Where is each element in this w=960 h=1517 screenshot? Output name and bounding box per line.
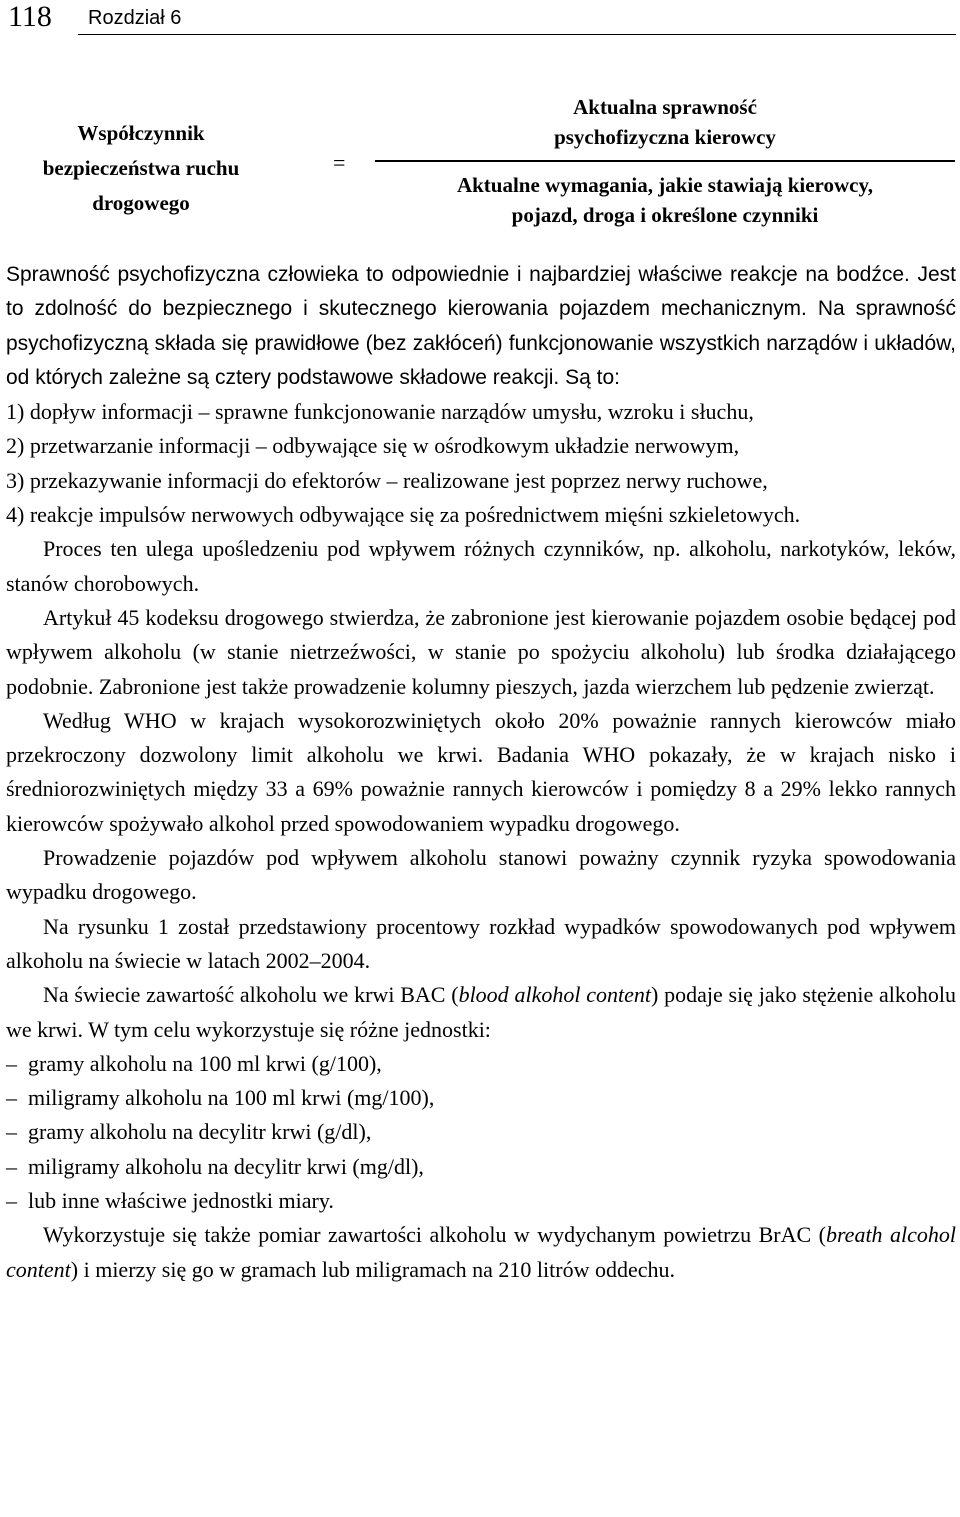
paragraph-psychophysical-fitness: Sprawność psychofizyczna człowieka to odpowiednie i najbardziej właściwe reakcje na bodźce. Jest to zdolność do bezpiecznego i skutecznego kierowania pojazdem mechanicznym. Na sprawność psychofizyczną składa się prawidłowe (bez zakłóceń) funkcjonowanie wszystkich narządów i układów, od których zależne są cztery podstawowe składowe reakcji. Są to:: [6, 263, 956, 389]
formula-left-line: Współczynnik: [77, 121, 205, 145]
paragraph-bac: [6, 978, 956, 1047]
formula-numerator-line: psychofizyczna kierowcy: [554, 125, 776, 149]
formula-denominator: [375, 170, 955, 230]
list-item-unit: – miligramy alkoholu na decylitr krwi (mg/dl),: [6, 1153, 424, 1179]
formula-left-line: bezpieczeństwa ruchu: [42, 156, 240, 180]
formula-denominator-line: Aktualne wymagania, jakie stawiają kierowcy,: [456, 173, 874, 197]
brac-term: breath alcohol content: [6, 1222, 956, 1282]
list-item-unit: – gramy alkoholu na decylitr krwi (g/dl),: [6, 1119, 372, 1145]
paragraph-who-statistics: Według WHO w krajach wysokorozwiniętych około 20% poważnie rannych kierowców miało przekroczony dozwolony limit alkoholu we krwi. Badania WHO pokazały, że w krajach nisko i średniorozwiniętych między 33 a 69% poważnie rannych kierowców i pomiędzy 8 a 29% lekko rannych kierowców spożywało alkohol przed spowodowaniem wypadku drogowego.: [6, 707, 956, 836]
bac-term: blood alkohol content: [458, 982, 651, 1008]
paragraph-brac: [6, 1218, 956, 1287]
formula-left-line: drogowego: [92, 191, 190, 215]
formula-numerator: [375, 92, 955, 152]
brac-text-start: Wykorzystuje się także pomiar zawartości alkoholu w wydychanym powietrzu BrAC (: [43, 1222, 826, 1248]
chapter-title: Rozdział 6: [88, 7, 182, 29]
bac-text-end: ) podaje się jako stężenie alkoholu we krwi. W tym celu wykorzystuje się różne jednostki:: [6, 982, 956, 1042]
formula-numerator-line: Aktualna sprawność: [573, 95, 757, 119]
header-rule: [78, 34, 956, 35]
formula-denominator-line: pojazd, droga i określone czynniki: [511, 203, 819, 227]
fraction-bar: [375, 160, 955, 162]
safety-coefficient-formula: [0, 88, 960, 238]
list-item-reaction-component: 2) przetwarzanie informacji – odbywające się w ośrodkowym układzie nerwowym,: [6, 433, 740, 459]
page-number: 118: [8, 0, 52, 33]
page-header: [8, 0, 960, 40]
list-item-unit: – lub inne właściwe jednostki miary.: [6, 1188, 334, 1214]
bac-text-start: Na świecie zawartość alkoholu we krwi BAC (: [43, 982, 459, 1008]
paragraph-article-45: Artykuł 45 kodeksu drogowego stwierdza, że zabronione jest kierowanie pojazdem osobie będącej pod wpływem alkoholu (w stanie nietrzeźwości, w stanie po spożyciu alkoholu) lub środka działającego podobnie. Zabronione jest także prowadzenie kolumny pieszych, jazda wierzchem lub pędzenie zwierząt.: [6, 604, 956, 699]
body-text: [6, 258, 956, 1287]
formula-equals-sign: =: [333, 150, 346, 175]
paragraph-risk-factor: Prowadzenie pojazdów pod wpływem alkoholu stanowi poważny czynnik ryzyka spowodowania wypadku drogowego.: [6, 845, 956, 905]
paragraph-figure-reference: Na rysunku 1 został przedstawiony procentowy rozkład wypadków spowodowanych pod wpływem alkoholu na świecie w latach 2002–2004.: [6, 913, 956, 973]
brac-text-end: ) i mierzy się go w gramach lub miligramach na 210 litrów oddechu.: [70, 1256, 675, 1282]
list-item-reaction-component: 3) przekazywanie informacji do efektorów – realizowane jest poprzez nerwy ruchowe,: [6, 467, 768, 493]
list-item-unit: – miligramy alkoholu na 100 ml krwi (mg/100),: [6, 1085, 435, 1111]
formula-left-side: [24, 116, 258, 221]
list-item-unit: – gramy alkoholu na 100 ml krwi (g/100),: [6, 1050, 382, 1076]
paragraph-impairment: Proces ten ulega upośledzeniu pod wpływem różnych czynników, np. alkoholu, narkotyków, leków, stanów chorobowych.: [6, 536, 956, 596]
list-item-reaction-component: 4) reakcje impulsów nerwowych odbywające się za pośrednictwem mięśni szkieletowych.: [6, 502, 801, 528]
list-item-reaction-component: 1) dopływ informacji – sprawne funkcjonowanie narządów umysłu, wzroku i słuchu,: [6, 399, 754, 425]
